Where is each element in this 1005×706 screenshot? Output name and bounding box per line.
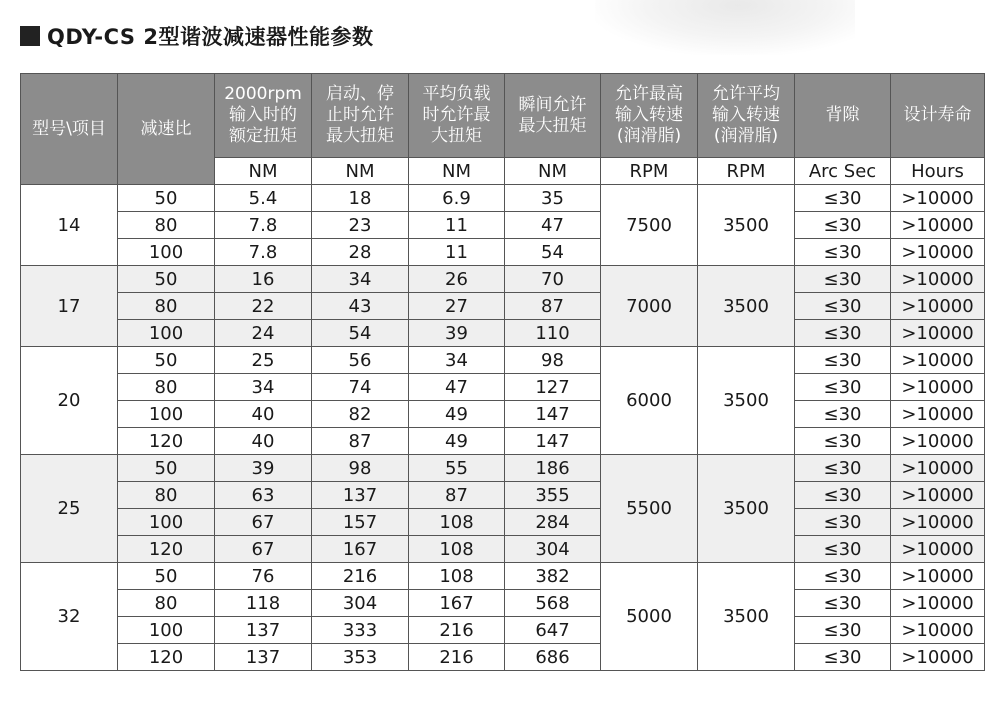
life-cell: >10000 bbox=[891, 401, 985, 428]
ratio-cell: 80 bbox=[118, 590, 215, 617]
square-bullet-icon bbox=[20, 26, 40, 46]
table-row bbox=[21, 428, 985, 455]
momentary-cell: 87 bbox=[505, 293, 601, 320]
rated-cell: 5.4 bbox=[215, 185, 312, 212]
rated-cell: 39 bbox=[215, 455, 312, 482]
ratio-cell: 100 bbox=[118, 401, 215, 428]
header-line: 设计寿命 bbox=[903, 105, 972, 125]
table-row bbox=[21, 401, 985, 428]
start-stop-cell: 167 bbox=[312, 536, 409, 563]
table-row bbox=[21, 644, 985, 671]
momentary-cell: 382 bbox=[505, 563, 601, 590]
header-line: 输入转速 bbox=[615, 105, 683, 125]
backlash-cell: ≤30 bbox=[795, 347, 891, 374]
ratio-cell: 80 bbox=[118, 374, 215, 401]
unit-cell: NM bbox=[215, 158, 312, 185]
life-cell: >10000 bbox=[891, 644, 985, 671]
life-cell: >10000 bbox=[891, 374, 985, 401]
table-row bbox=[21, 455, 985, 482]
header-line: 减速比 bbox=[140, 118, 192, 139]
rated-cell: 67 bbox=[215, 509, 312, 536]
avg-load-cell: 47 bbox=[409, 374, 505, 401]
max-input-speed-cell: 7500 bbox=[601, 185, 698, 266]
start-stop-cell: 18 bbox=[312, 185, 409, 212]
unit-cell: NM bbox=[409, 158, 505, 185]
backlash-cell: ≤30 bbox=[795, 563, 891, 590]
momentary-cell: 127 bbox=[505, 374, 601, 401]
ratio-cell: 100 bbox=[118, 617, 215, 644]
rated-cell: 7.8 bbox=[215, 239, 312, 266]
header-ratio bbox=[118, 74, 215, 185]
momentary-cell: 304 bbox=[505, 536, 601, 563]
header-line: (润滑脂) bbox=[713, 126, 779, 146]
life-cell: >10000 bbox=[891, 347, 985, 374]
life-cell: >10000 bbox=[891, 185, 985, 212]
max-input-speed-cell: 5500 bbox=[601, 455, 698, 563]
header-line: 输入时的 bbox=[229, 105, 297, 125]
backlash-cell: ≤30 bbox=[795, 536, 891, 563]
rated-cell: 118 bbox=[215, 590, 312, 617]
max-input-speed-cell: 6000 bbox=[601, 347, 698, 455]
header-line: 型号\项目 bbox=[32, 118, 106, 139]
life-cell: >10000 bbox=[891, 617, 985, 644]
rated-cell: 24 bbox=[215, 320, 312, 347]
rated-cell: 16 bbox=[215, 266, 312, 293]
start-stop-cell: 216 bbox=[312, 563, 409, 590]
avg-input-speed-cell: 3500 bbox=[698, 185, 795, 266]
rated-cell: 76 bbox=[215, 563, 312, 590]
avg-load-cell: 108 bbox=[409, 509, 505, 536]
unit-cell: NM bbox=[312, 158, 409, 185]
rated-cell: 34 bbox=[215, 374, 312, 401]
header-line: 止时允许 bbox=[326, 105, 394, 125]
table-row bbox=[21, 347, 985, 374]
table-header bbox=[21, 74, 985, 185]
table-row bbox=[21, 320, 985, 347]
momentary-cell: 54 bbox=[505, 239, 601, 266]
backlash-cell: ≤30 bbox=[795, 590, 891, 617]
table-row bbox=[21, 185, 985, 212]
start-stop-cell: 43 bbox=[312, 293, 409, 320]
ratio-cell: 120 bbox=[118, 428, 215, 455]
avg-load-cell: 108 bbox=[409, 563, 505, 590]
start-stop-cell: 82 bbox=[312, 401, 409, 428]
backlash-cell: ≤30 bbox=[795, 374, 891, 401]
section-title-bar bbox=[20, 18, 373, 54]
avg-load-cell: 49 bbox=[409, 428, 505, 455]
ratio-cell: 50 bbox=[118, 563, 215, 590]
rated-cell: 67 bbox=[215, 536, 312, 563]
avg-input-speed-cell: 3500 bbox=[698, 347, 795, 455]
avg-load-cell: 167 bbox=[409, 590, 505, 617]
start-stop-cell: 98 bbox=[312, 455, 409, 482]
model-cell: 14 bbox=[21, 185, 118, 266]
header-backlash bbox=[795, 74, 891, 158]
table-row bbox=[21, 563, 985, 590]
backlash-cell: ≤30 bbox=[795, 185, 891, 212]
table-row bbox=[21, 617, 985, 644]
header-line: 启动、停 bbox=[326, 84, 394, 104]
backlash-cell: ≤30 bbox=[795, 212, 891, 239]
life-cell: >10000 bbox=[891, 536, 985, 563]
start-stop-cell: 56 bbox=[312, 347, 409, 374]
start-stop-cell: 333 bbox=[312, 617, 409, 644]
rated-cell: 137 bbox=[215, 644, 312, 671]
table-row bbox=[21, 509, 985, 536]
ratio-cell: 50 bbox=[118, 455, 215, 482]
ratio-cell: 50 bbox=[118, 185, 215, 212]
backlash-cell: ≤30 bbox=[795, 293, 891, 320]
ratio-cell: 80 bbox=[118, 212, 215, 239]
header-life bbox=[891, 74, 985, 158]
life-cell: >10000 bbox=[891, 239, 985, 266]
backlash-cell: ≤30 bbox=[795, 239, 891, 266]
table-row bbox=[21, 590, 985, 617]
header-line: 2000rpm bbox=[224, 84, 302, 104]
table-row bbox=[21, 374, 985, 401]
table-row bbox=[21, 482, 985, 509]
momentary-cell: 568 bbox=[505, 590, 601, 617]
avg-load-cell: 11 bbox=[409, 212, 505, 239]
momentary-cell: 647 bbox=[505, 617, 601, 644]
header-line: 时允许最 bbox=[422, 105, 491, 125]
ratio-cell: 50 bbox=[118, 347, 215, 374]
start-stop-cell: 74 bbox=[312, 374, 409, 401]
max-input-speed-cell: 7000 bbox=[601, 266, 698, 347]
momentary-cell: 186 bbox=[505, 455, 601, 482]
avg-load-cell: 87 bbox=[409, 482, 505, 509]
start-stop-cell: 34 bbox=[312, 266, 409, 293]
start-stop-cell: 87 bbox=[312, 428, 409, 455]
ratio-cell: 50 bbox=[118, 266, 215, 293]
table-row bbox=[21, 266, 985, 293]
ratio-cell: 120 bbox=[118, 536, 215, 563]
model-cell: 32 bbox=[21, 563, 118, 671]
header-start-stop-torque bbox=[312, 74, 409, 158]
header-line: (润滑脂) bbox=[616, 126, 682, 146]
performance-parameters-table bbox=[20, 73, 985, 671]
avg-load-cell: 108 bbox=[409, 536, 505, 563]
page-title: QDY-CS 2型谐波减速器性能参数 bbox=[47, 25, 374, 49]
avg-load-cell: 216 bbox=[409, 644, 505, 671]
table-row bbox=[21, 239, 985, 266]
backlash-cell: ≤30 bbox=[795, 482, 891, 509]
unit-cell: NM bbox=[505, 158, 601, 185]
start-stop-cell: 28 bbox=[312, 239, 409, 266]
rated-cell: 7.8 bbox=[215, 212, 312, 239]
rated-cell: 25 bbox=[215, 347, 312, 374]
model-cell: 17 bbox=[21, 266, 118, 347]
header-line: 平均负载 bbox=[422, 84, 491, 104]
model-cell: 20 bbox=[21, 347, 118, 455]
avg-load-cell: 49 bbox=[409, 401, 505, 428]
ratio-cell: 120 bbox=[118, 644, 215, 671]
rated-cell: 40 bbox=[215, 401, 312, 428]
header-line: 瞬间允许 bbox=[518, 94, 587, 115]
avg-input-speed-cell: 3500 bbox=[698, 455, 795, 563]
life-cell: >10000 bbox=[891, 482, 985, 509]
unit-cell: RPM bbox=[698, 158, 795, 185]
unit-cell: RPM bbox=[601, 158, 698, 185]
header-line: 额定扭矩 bbox=[229, 126, 297, 146]
header-product-image bbox=[595, 0, 855, 55]
backlash-cell: ≤30 bbox=[795, 266, 891, 293]
life-cell: >10000 bbox=[891, 509, 985, 536]
ratio-cell: 100 bbox=[118, 239, 215, 266]
header-line: 允许平均 bbox=[712, 84, 780, 104]
momentary-cell: 355 bbox=[505, 482, 601, 509]
backlash-cell: ≤30 bbox=[795, 509, 891, 536]
momentary-cell: 284 bbox=[505, 509, 601, 536]
life-cell: >10000 bbox=[891, 455, 985, 482]
backlash-cell: ≤30 bbox=[795, 455, 891, 482]
rated-cell: 22 bbox=[215, 293, 312, 320]
header-line: 允许最高 bbox=[615, 84, 683, 104]
ratio-cell: 80 bbox=[118, 293, 215, 320]
header-line: 输入转速 bbox=[712, 105, 780, 125]
avg-load-cell: 27 bbox=[409, 293, 505, 320]
table-body bbox=[21, 185, 985, 671]
momentary-cell: 47 bbox=[505, 212, 601, 239]
header-rated-torque bbox=[215, 74, 312, 158]
momentary-cell: 70 bbox=[505, 266, 601, 293]
rated-cell: 137 bbox=[215, 617, 312, 644]
header-avg-load-torque bbox=[409, 74, 505, 158]
unit-cell: Arc Sec bbox=[795, 158, 891, 185]
backlash-cell: ≤30 bbox=[795, 644, 891, 671]
start-stop-cell: 23 bbox=[312, 212, 409, 239]
table-row bbox=[21, 536, 985, 563]
momentary-cell: 147 bbox=[505, 428, 601, 455]
life-cell: >10000 bbox=[891, 428, 985, 455]
header-max-input-speed bbox=[601, 74, 698, 158]
table-row bbox=[21, 212, 985, 239]
life-cell: >10000 bbox=[891, 590, 985, 617]
header-avg-input-speed bbox=[698, 74, 795, 158]
momentary-cell: 35 bbox=[505, 185, 601, 212]
start-stop-cell: 137 bbox=[312, 482, 409, 509]
ratio-cell: 100 bbox=[118, 509, 215, 536]
model-cell: 25 bbox=[21, 455, 118, 563]
start-stop-cell: 304 bbox=[312, 590, 409, 617]
avg-load-cell: 26 bbox=[409, 266, 505, 293]
start-stop-cell: 54 bbox=[312, 320, 409, 347]
avg-load-cell: 216 bbox=[409, 617, 505, 644]
header-line: 最大扭矩 bbox=[518, 115, 587, 136]
momentary-cell: 147 bbox=[505, 401, 601, 428]
life-cell: >10000 bbox=[891, 266, 985, 293]
backlash-cell: ≤30 bbox=[795, 428, 891, 455]
rated-cell: 40 bbox=[215, 428, 312, 455]
backlash-cell: ≤30 bbox=[795, 617, 891, 644]
header-model bbox=[21, 74, 118, 185]
avg-load-cell: 6.9 bbox=[409, 185, 505, 212]
ratio-cell: 80 bbox=[118, 482, 215, 509]
max-input-speed-cell: 5000 bbox=[601, 563, 698, 671]
life-cell: >10000 bbox=[891, 563, 985, 590]
start-stop-cell: 353 bbox=[312, 644, 409, 671]
life-cell: >10000 bbox=[891, 320, 985, 347]
header-line: 大扭矩 bbox=[431, 126, 482, 146]
avg-load-cell: 34 bbox=[409, 347, 505, 374]
momentary-cell: 110 bbox=[505, 320, 601, 347]
ratio-cell: 100 bbox=[118, 320, 215, 347]
header-line: 最大扭矩 bbox=[326, 126, 394, 146]
table-row bbox=[21, 293, 985, 320]
avg-load-cell: 11 bbox=[409, 239, 505, 266]
momentary-cell: 686 bbox=[505, 644, 601, 671]
unit-cell: Hours bbox=[891, 158, 985, 185]
backlash-cell: ≤30 bbox=[795, 320, 891, 347]
avg-load-cell: 39 bbox=[409, 320, 505, 347]
momentary-cell: 98 bbox=[505, 347, 601, 374]
start-stop-cell: 157 bbox=[312, 509, 409, 536]
avg-input-speed-cell: 3500 bbox=[698, 563, 795, 671]
backlash-cell: ≤30 bbox=[795, 401, 891, 428]
avg-load-cell: 55 bbox=[409, 455, 505, 482]
header-momentary-torque bbox=[505, 74, 601, 158]
life-cell: >10000 bbox=[891, 212, 985, 239]
life-cell: >10000 bbox=[891, 293, 985, 320]
header-line: 背隙 bbox=[825, 105, 860, 125]
rated-cell: 63 bbox=[215, 482, 312, 509]
avg-input-speed-cell: 3500 bbox=[698, 266, 795, 347]
